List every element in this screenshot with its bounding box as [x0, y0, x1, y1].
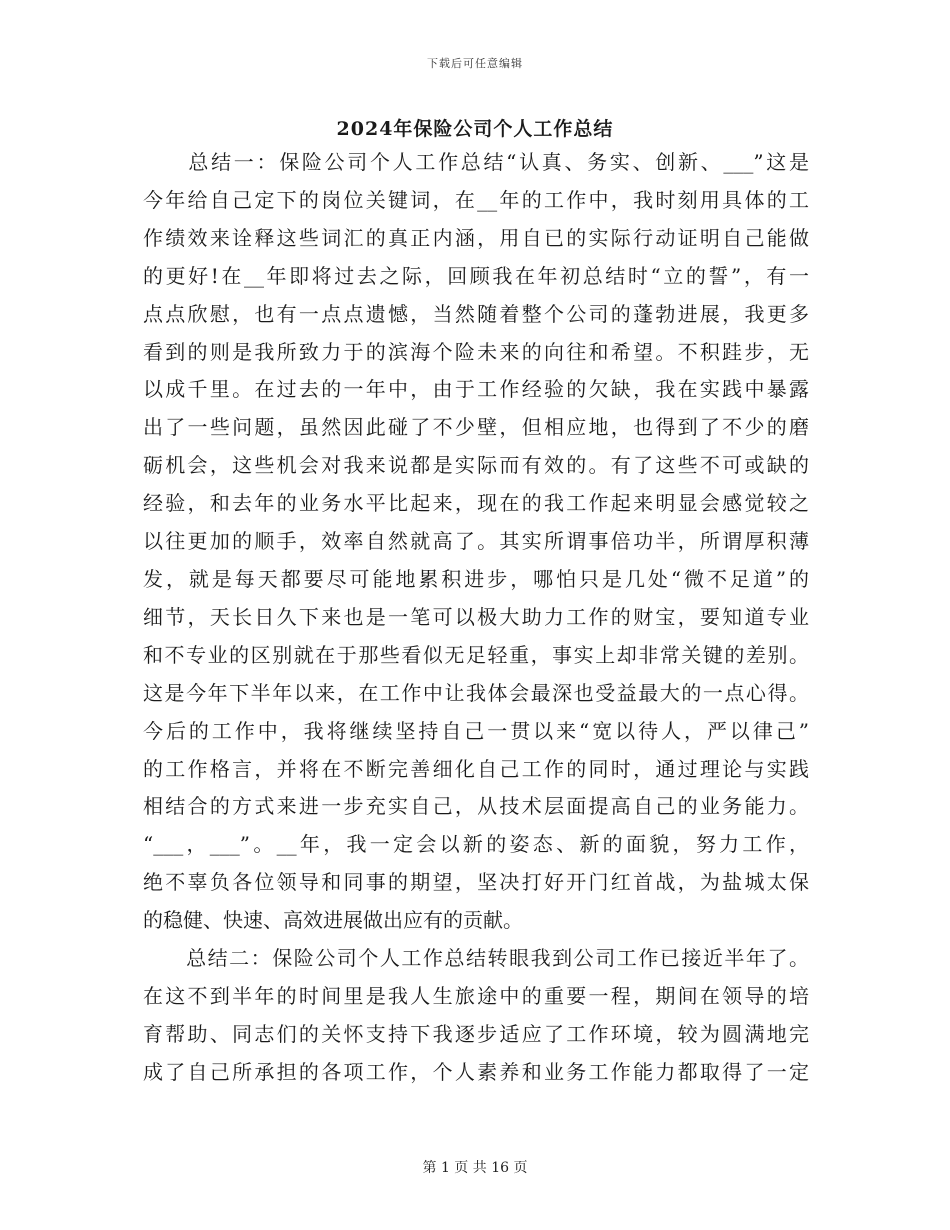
document-title: 2024年保险公司个人工作总结 — [336, 118, 614, 140]
text-line: 以成千里。在过去的一年中，由于工作经验的欠缺，我在实践中暴露 — [143, 377, 809, 402]
text-line: 和不专业的区别就在于那些看似无足轻重，事实上却非常关键的差别。 — [143, 642, 809, 667]
header-note: 下载后可任意编辑 — [427, 57, 523, 70]
text-line: 总结一：保险公司个人工作总结“认真、务实、创新、___”这是 — [143, 150, 809, 174]
text-line: 育帮助、同志们的关怀支持下我逐步适应了工作环境，较为圆满地完 — [143, 1021, 809, 1046]
text-line: “___，___”。__年，我一定会以新的姿态、新的面貌，努力工作， — [143, 832, 809, 857]
text-line: 的更好!在__年即将过去之际，回顾我在年初总结时“立的誓”，有一 — [143, 263, 809, 288]
text-line: 出了一些问题，虽然因此碰了不少壁，但相应地，也得到了不少的磨 — [143, 415, 809, 440]
text-line: 看到的则是我所致力于的滨海个险未来的向往和希望。不积跬步，无 — [143, 339, 809, 364]
document-body — [143, 144, 809, 1092]
text-line: 发，就是每天都要尽可能地累积进步，哪怕只是几处“微不足道”的 — [143, 566, 809, 591]
text-line: 总结二：保险公司个人工作总结转眼我到公司工作已接近半年了。 — [143, 946, 809, 971]
text-line: 经验，和去年的业务水平比起来，现在的我工作起来明显会感觉较之 — [143, 491, 809, 516]
text-line: 成了自己所承担的各项工作，个人素养和业务工作能力都取得了一定 — [143, 1059, 809, 1084]
text-line: 今年给自己定下的岗位关键词，在__年的工作中，我时刻用具体的工 — [143, 187, 809, 212]
text-line: 相结合的方式来进一步充实自己，从技术层面提高自己的业务能力。 — [143, 794, 809, 819]
text-line: 的工作格言，并将在不断完善细化自己工作的同时，通过理论与实践 — [143, 756, 809, 781]
text-line: 砺机会，这些机会对我来说都是实际而有效的。有了这些不可或缺的 — [143, 453, 809, 478]
text-line: 作绩效来诠释这些词汇的真正内涵，用自已的实际行动证明自己能做 — [143, 225, 809, 250]
text-line: 今后的工作中，我将继续坚持自己一贯以来“宽以待人，严以律己” — [143, 718, 809, 743]
text-line: 点点欣慰，也有一点点遗憾，当然随着整个公司的蓬勃进展，我更多 — [143, 301, 809, 326]
paragraph-summary-one — [143, 144, 809, 940]
paragraph-summary-two — [143, 940, 809, 1092]
text-line: 细节，天长日久下来也是一笔可以极大助力工作的财宝，要知道专业 — [143, 604, 809, 629]
text-line: 在这不到半年的时间里是我人生旅途中的重要一程，期间在领导的培 — [143, 983, 809, 1008]
text-line: 以往更加的顺手，效率自然就高了。其实所谓事倍功半，所谓厚积薄 — [143, 529, 809, 554]
page-number: 第 1 页 共 16 页 — [422, 1160, 528, 1176]
text-line: 的稳健、快速、高效进展做出应有的贡献。 — [143, 908, 523, 933]
text-line: 这是今年下半年以来，在工作中让我体会最深也受益最大的一点心得。 — [143, 680, 809, 705]
text-line: 绝不辜负各位领导和同事的期望，坚决打好开门红首战，为盐城太保 — [143, 870, 809, 895]
